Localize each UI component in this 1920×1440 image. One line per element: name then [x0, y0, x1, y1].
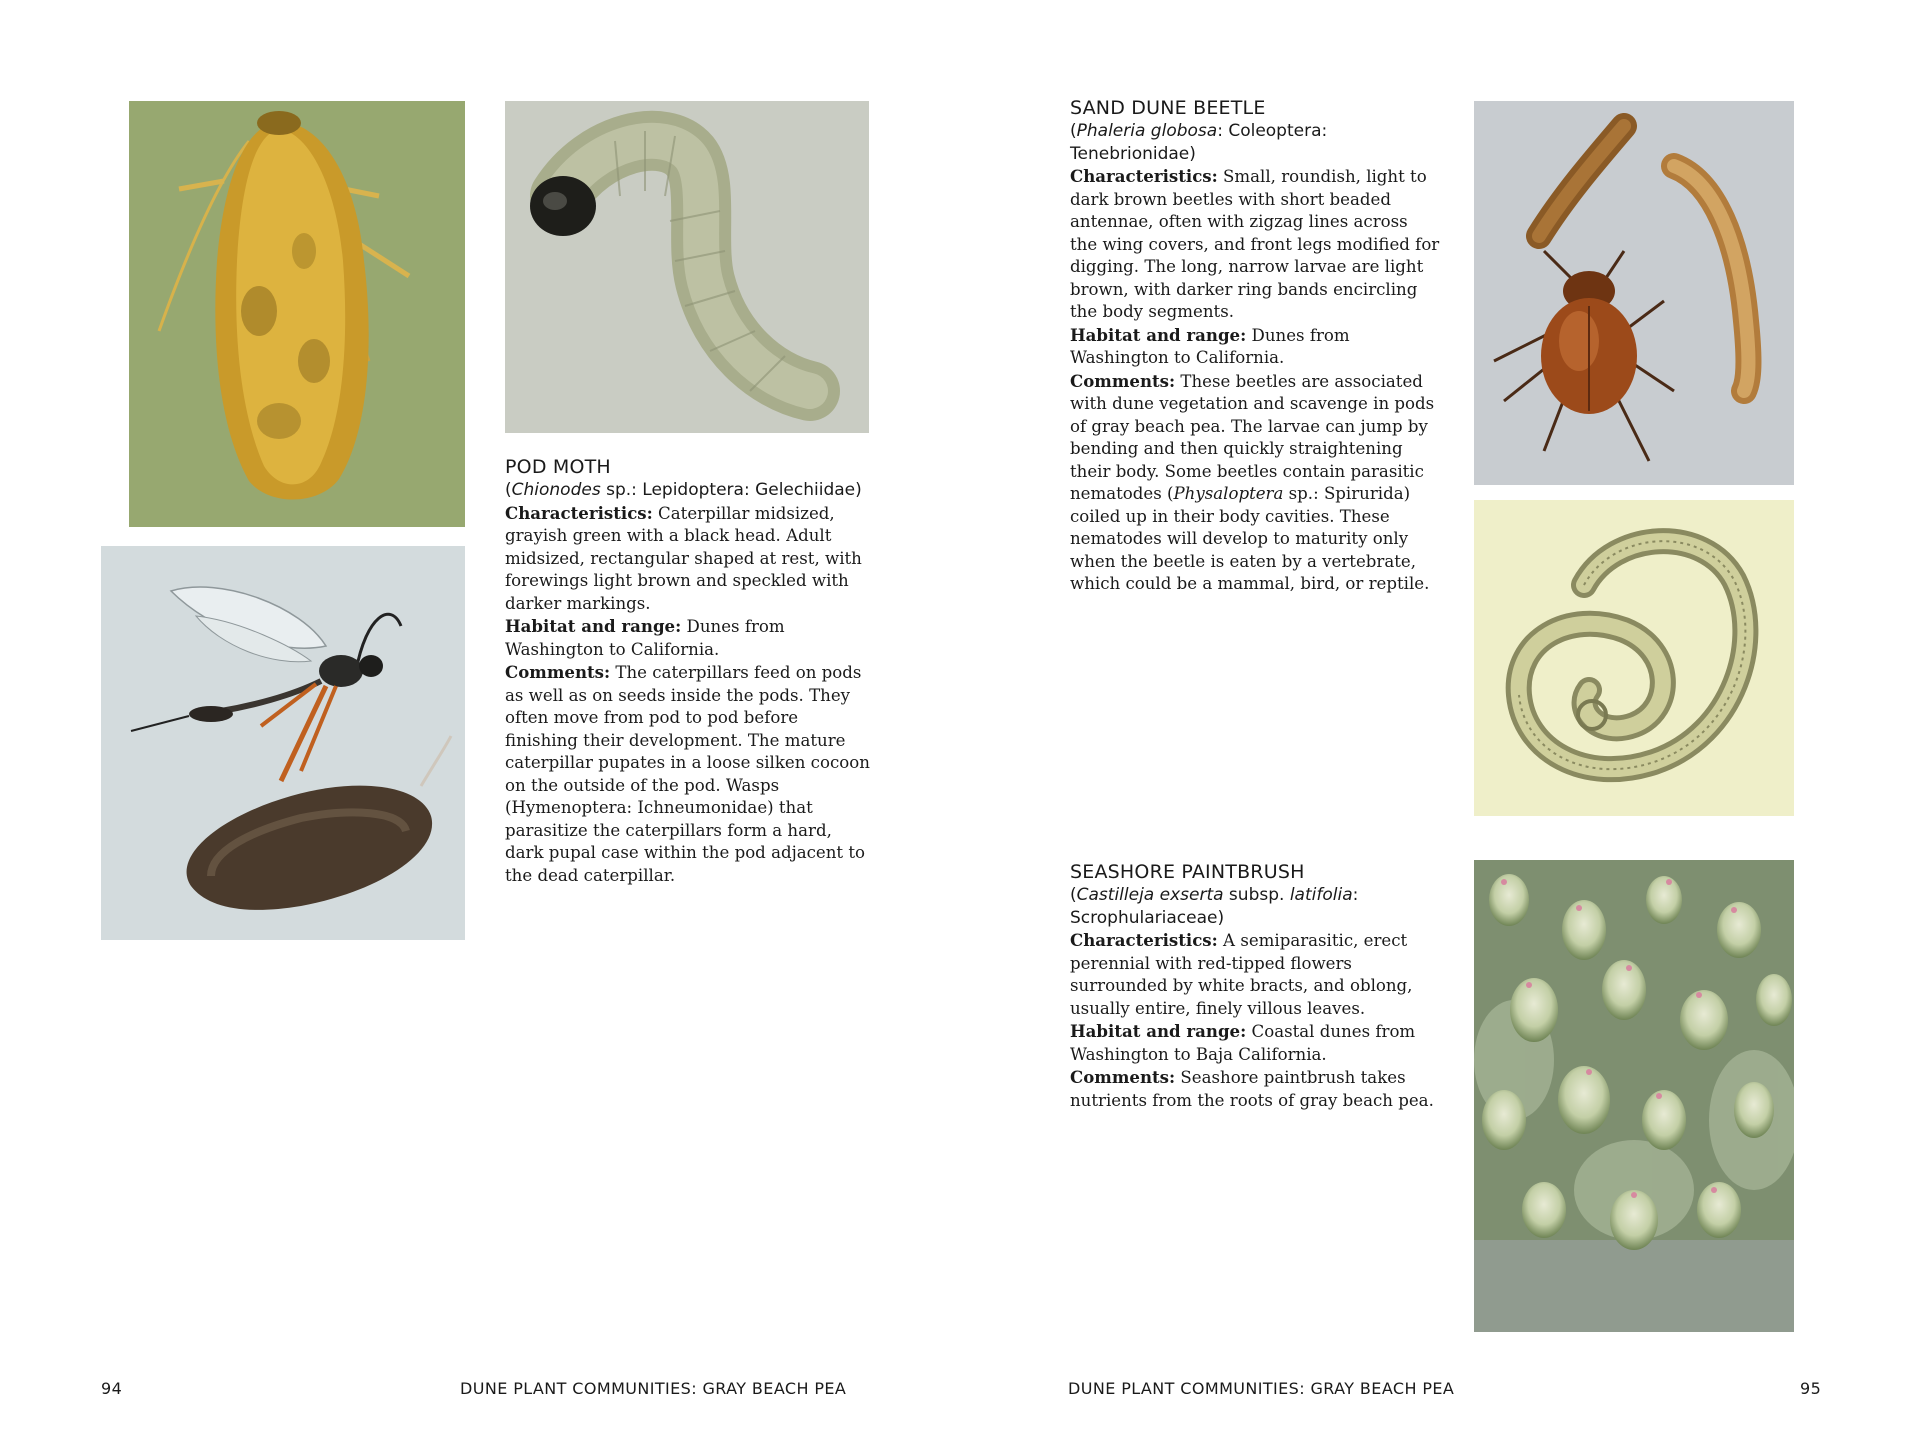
photo-pod-moth-adult: [129, 101, 465, 527]
photo-sand-dune-beetle-and-larvae: [1474, 101, 1794, 485]
scientific-name: (Castilleja exserta subsp. latifolia: Scrophulariaceae): [1070, 885, 1359, 928]
habitat-and-range: Habitat and range: Dunes from Washington to California.: [1070, 324, 1350, 367]
page-number-right: 95: [1800, 1379, 1822, 1398]
page-number-left: 94: [101, 1379, 123, 1398]
entry-seashore-paintbrush: [1070, 860, 1450, 1112]
comments: Comments: The caterpillars feed on pods as well as on seeds inside the pods. They often move from pod to pod before finishing their development. The mature caterpillar pupates in a loose silken cocoon on the outside of the pod. Wasps (Hymenoptera: Ichneumonidae) that parasitize the caterpillars form a hard, dark pupal case within the pod adjacent to the dead caterpillar.: [505, 662, 870, 885]
characteristics: Characteristics: Caterpillar midsized, grayish green with a black head. Adult midsized, rectangular shaped at rest, with forewings light brown and speckled with darker markings.: [505, 502, 862, 613]
characteristics: Characteristics: A semiparasitic, erect perennial with red-tipped flowers surrounded by white bracts, and oblong, usually entire, finely villous leaves.: [1070, 930, 1413, 1018]
running-head-left: DUNE PLANT COMMUNITIES: GRAY BEACH PEA: [460, 1379, 847, 1398]
running-head-right: DUNE PLANT COMMUNITIES: GRAY BEACH PEA: [1068, 1379, 1455, 1398]
photo-seashore-paintbrush: [1474, 860, 1794, 1332]
photo-nematode: [1474, 500, 1794, 816]
scientific-name: (Chionodes sp.: Lepidoptera: Gelechiidae): [505, 480, 862, 500]
entry-pod-moth: [505, 455, 875, 887]
comments: Comments: Seashore paintbrush takes nutrients from the roots of gray beach pea.: [1070, 1067, 1434, 1110]
comments: Comments: These beetles are associated with dune vegetation and scavenge in pods of gray beach pea. The larvae can jump by bending and then quickly straightening their body. Some beetles contain parasitic nematodes (Physaloptera sp.: Spirurida) coiled up in their body cavities. These nematodes will develop to maturity only when the beetle is eaten by a vertebrate, which could be a mammal, bird, or reptile.: [1070, 370, 1435, 593]
habitat-and-range: Habitat and range: Dunes from Washington to California.: [505, 616, 785, 659]
entry-title: SEASHORE PAINTBRUSH: [1070, 861, 1305, 883]
characteristics: Characteristics: Small, roundish, light to dark brown beetles with short beaded antennae, often with zigzag lines across the wing covers, and front legs modified for digging. The long, narrow larvae are light brown, with darker ring bands encircling the body segments.: [1070, 166, 1440, 321]
entry-title: SAND DUNE BEETLE: [1070, 97, 1266, 119]
scientific-name: (Phaleria globosa: Coleoptera: Tenebrionidae): [1070, 121, 1328, 164]
entry-title: POD MOTH: [505, 456, 611, 478]
photo-pod-moth-caterpillar: [505, 101, 869, 433]
entry-sand-dune-beetle: [1070, 96, 1440, 596]
habitat-and-range: Habitat and range: Coastal dunes from Washington to Baja California.: [1070, 1021, 1416, 1064]
photo-wasp-and-cocoon: [101, 546, 465, 940]
